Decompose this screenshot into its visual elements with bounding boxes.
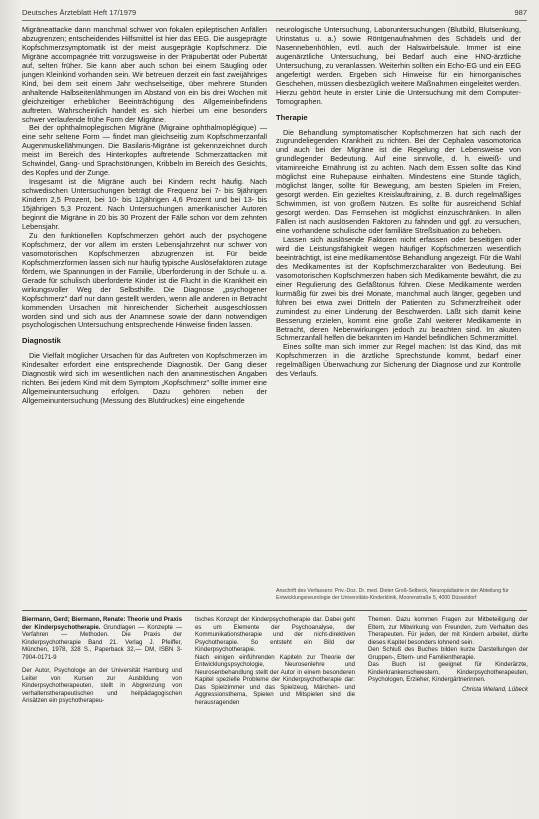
- paragraph: Der Autor, Psychologe an der Universität Hamburg und Leiter von Kursen zur Ausbildung von Kinderpsychotherapeuten, stellt in Abgrenzung von verhaltenstherapeutischen und heilpädagogischen Ansätzen ein psychotherapeu-: [22, 667, 182, 705]
- paragraph: Migräneattacke dann manchmal schwer von fokalen epileptischen Anfällen abzugrenzen; entscheidendes Hilfsmittel ist hier das EEG. Die ausgeprägte Kopfschmerzsymptomatik ist der meist ausgeprägte Kopfschmerz. Die Migräne accompagnée tritt vorzugsweise in der Präpubertät oder Pubertät auf, selten früher. Sie kann aber auch schon bei einem Säugling oder jungen Kleinkind vorhanden sein. Wir betreuen derzeit ein fast zweijähriges Kind, bei dem seit einem Jahr wechselseitige, über mehrere Stunden anhaltende Halbseitenlähmungen im Abstand von ein bis drei Wochen mit gleichzeitiger erheblicher Beeinträchtigung des Allgemeinbefindens auftreten. Wahrscheinlich handelt es sich hierbei um eine besonders schwer verlaufende frühe Form der Migräne.: [22, 26, 267, 124]
- article-right-column: [276, 26, 521, 566]
- section-heading-diagnostik: Diagnostik: [22, 336, 61, 346]
- section-heading-therapie: Therapie: [276, 112, 308, 122]
- book-reference-details: Grundlagen — Konzepte — Verfahren — Methoden. Die Praxis der Kinderpsychotherapie Band 21. Verlag J. Pfeiffer, München, 1978, 328 S., Paperback 32,— DM, ISBN 3-7904-0171-9: [22, 623, 182, 661]
- section-divider: [22, 610, 527, 611]
- paragraph: Insgesamt ist die Migräne auch bei Kindern recht häufig. Nach schwedischen Untersuchungen beträgt die Frequenz bei 7- bis 9jährigen Kindern 2,5 Prozent, bei 10- bis 12jährigen 4,6 Prozent und bei 13- bis 15jährigen 5,3 Prozent. Nach Untersuchungen amerikanischer Autoren beginnt die Migräne in 20 bis 30 Prozent der Fälle schon vor dem zehnten Lebensjahr.: [22, 177, 267, 231]
- paragraph: Die Vielfalt möglicher Ursachen für das Auftreten von Kopfschmerzen im Kindesalter erfordert eine entsprechende Diagnostik. Der Gang dieser Diagnostik wird sich im wesentlichen nach den anamnestischen Angaben richten. Bei jedem Kind mit dem Symptom „Kopfschmerz" sollte immer eine Allgemeinuntersuchung erfolgen. Dazu gehören neben der Allgemeinuntersuchung (Messung des Blutdruckes) eine eingehende: [22, 351, 267, 406]
- paragraph: Themen. Dazu kommen Fragen zur Mitbeteiligung der Eltern, zur Mitwirkung von Freunden, zum Verhalten des Therapeuten. Für jeden, der mit Kindern arbeitet, dürfte dieses Kapitel besonders lohnend sein.: [368, 616, 528, 646]
- page-number: 987: [514, 8, 527, 17]
- paragraph: neurologische Untersuchung, Laboruntersuchungen (Blutbild, Blutsenkung, Urinstatus u. a.) sowie Röntgenaufnahmen des Schädels und der Nasennebenhöhlen, evtl. auch der Halswirbelsäule. Immer ist eine augenärztliche Untersuchung, bei Bedarf auch eine HNO-ärztliche Untersuchung, zu veranlassen. Weiterhin sollten ein Echo-EG und ein EEG angefertigt werden. Ergeben sich Hinweise für ein hirnorganisches Geschehen, müssen diesbezüglich weitere Maßnahmen eingeleitet werden. Hierzu gehört heute in erster Linie die Untersuchung mit dem Computer-Tomographen.: [276, 26, 521, 106]
- book-review-column-3: [368, 616, 528, 812]
- author-address-footnote: Anschrift des Verfassers: Priv.-Doz. Dr. med. Dieter Groß-Selbeck, Neuropädiatrie in der Abteilung für Entwicklungsneurologie der Universitäts-Kinderklinik, Moorenstraße 5, 4000 Düsseldorf: [276, 588, 509, 601]
- paragraph: Zu den funktionellen Kopfschmerzen gehört auch der psychogene Kopfschmerz, der vor allem im ersten Lebensjahrzehnt nur schwer von vasomotorischen Kopfschmerzen abzugrenzen ist. Für beide Kopfschmerzformen lassen sich nur häufig typische Auslösefaktoren zutage fördern, wie Spannungen in der Familie, Überforderung in der Schule u. a. Gerade für schulisch überforderte Kinder ist die Flucht in die Krankheit ein wirkungsvoller Weg der Selbsthilfe. Die Diagnose „psychogener Kopfschmerz" darf nur dann gestellt werden, wenn alle anderen in Betracht kommenden Ursachen mit hinreichender Sicherheit ausgeschlossen worden sind und sich aus der Anamnese sowie der dann notwendigen psychologischen Untersuchung entsprechende Hinweise finden lassen.: [22, 230, 267, 330]
- paragraph: Bei der ophthalmoplegischen Migräne (Migraine ophthalmoplégique) — eine sehr seltene Form — findet man gleichseitig zum Kopfschmerzanfall Augenmuskellähmungen. Die Basilaris-Migräne ist gekennzeichnet durch meist im Bereich des Hinterkopfes auftretende Schmerzattacken mit Schwindel, Gang- und Sprachstörungen, Kribbeln im Bereich des Gesichts, des Kopfes und der Zunge.: [22, 123, 267, 178]
- book-review-column-1: [22, 616, 182, 812]
- paragraph: Lassen sich auslösende Faktoren nicht erfassen oder beseitigen oder wird die Leistungsfähigkeit wegen häufiger Kopfschmerzen wesentlich beeinträchtigt, ist eine medikamentöse Behandlung angezeigt. Für die Wahl des Medikamentes ist der Kopfschmerzcharakter von Bedeutung. Bei vasomotorischen Kopfschmerzen haben sich Medikamente bewährt, die zu einer Regulierung des Gefäßtonus führen. Diese Medikamente werden kurmäßig für zwei bis drei Monate, manchmal auch länger, gegeben und führen bei etwa zwei Dritteln der Patienten zu Schmerzfreiheit oder zumindest zu einer Linderung der Beschwerden. Läßt sich damit keine Besserung erzielen, kommt eine große Zahl weiterer Medikamente in Betracht, deren Nebenwirkungen jedoch zu beachten sind. Im akuten Schmerzanfall helfen die bekannten im Handel befindlichen Schmerzmittel.: [276, 234, 521, 343]
- paragraph: Den Schluß des Buches bilden kurze Darstellungen der Gruppen-, Eltern- und Familientherapie.: [368, 646, 528, 661]
- header-rule: [22, 20, 527, 21]
- paragraph: Eines sollte man sich immer zur Regel machen: Ist das Kind, das mit Kopfschmerzen in die ärztliche Sprechstunde kommt, bedarf einer regelmäßigen Überwachung zur Sicherung der Diagnose und zur Kontrolle des Verlaufs.: [276, 342, 521, 379]
- book-review-column-2: [195, 616, 355, 812]
- paragraph: Das Buch ist geeignet für Kinderärzte, Kinderkrankenschwestern, Kinderpsychotherapeuten, Psychologen, Erzieher, Kindergärtnerinnen.: [368, 661, 528, 684]
- paragraph: tisches Konzept der Kinderpsychotherapie dar. Dabei geht es um Elemente der Psychoanalyse, der Kommunikationstherapie und der nicht-direktiven Psychotherapie. So entsteht ein Bild der Kinderpsychotherapie.: [195, 616, 355, 654]
- article-left-column: [22, 26, 267, 626]
- paragraph: Die Behandlung symptomatischer Kopfschmerzen hat sich nach der zugrundeliegenden Krankheit zu richten. Bei der Cephalea vasomotorica und auch bei der Migräne ist die Regelung der Lebensweise von grundlegender Bedeutung. Auf eine sinnvolle, d. h. eiweiß- und vitaminreiche Ernährung ist zu achten. Nach dem Essen sollte das Kind möglichst eine Ruhepause einhalten. Mindestens eine Stunde täglich, möglichst länger, sollte für Bewegung, am besten Spielen im Freien, gesorgt werden. Ein gezieltes Kreislauftraining, z. B. durch regelmäßiges Schwimmen, ist von großem Nutzen. Es sollte für ausreichend Schlaf gesorgt werden. Das Fernsehen ist möglichst einzuschränken. In allen Fällen ist nach auslösenden Faktoren zu fahnden und ggf. zu versuchen, eine vorhandene schulische oder familiäre Streßsituation zu beheben.: [276, 127, 521, 236]
- book-reference-title: Biermann, Gerd; Biermann, Renate: Theorie und Praxis der Kinderpsychotherapie.: [22, 616, 182, 631]
- book-reference: [22, 616, 182, 661]
- paragraph: Nach einigen einführenden Kapiteln zur Theorie der Entwicklungspsychologie, Neurosenlehre und Neurosenbehandlung stellt der Autor in einem besonderen Kapitel spezielle Probleme der Kinderpsychotherapie dar: Das Spielzimmer und das Spielzeug, Märchen- und Aggressionsthema, Spielen und Mitspielen sind die herausragenden: [195, 653, 355, 707]
- journal-title: Deutsches Ärzteblatt Heft 17/1979: [22, 8, 137, 17]
- reviewer-signature: Christa Wieland, Lübeck: [462, 685, 528, 693]
